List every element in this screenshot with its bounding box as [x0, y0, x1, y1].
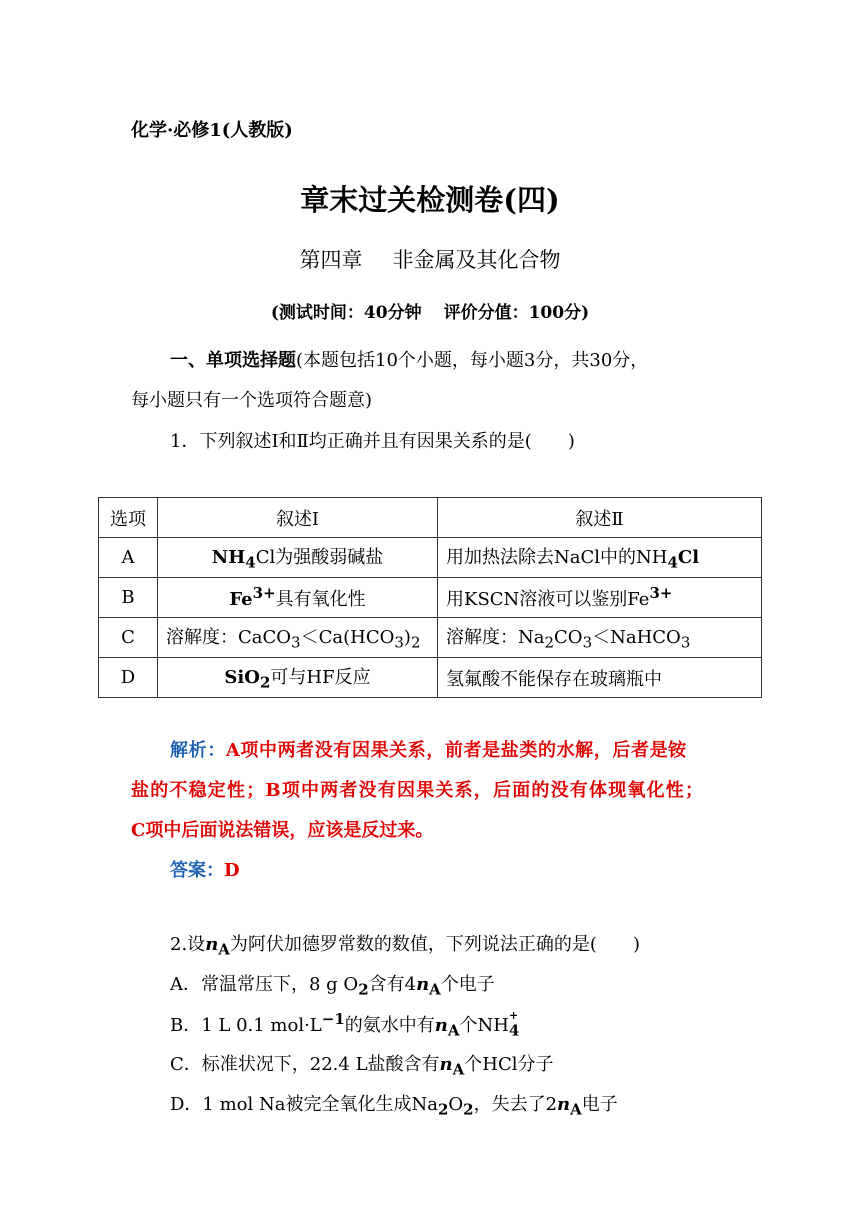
- section-title: 一、单项选择题: [170, 350, 296, 371]
- analysis-line-3: C项中后面说法错误，应该是反过来。: [131, 820, 434, 841]
- analysis-line-1: 解析：A项中两者没有因果关系，前者是盐类的水解，后者是铵: [170, 740, 687, 761]
- question-2-stem: 2.设$n_A$为阿伏加德罗常数的数值，下列说法正确的是( ): [170, 934, 640, 959]
- page-title: 章末过关检测卷(四): [300, 183, 560, 217]
- statement-2: 溶解度：$Na_2CO_3<NaHCO_3$: [438, 618, 762, 658]
- section-desc-2: 每小题只有一个选项符合题意): [131, 390, 373, 411]
- table-row: [99, 578, 762, 618]
- question-1-stem: 1．下列叙述Ⅰ和Ⅱ均正确并且有因果关系的是( ): [170, 431, 575, 452]
- test-meta: [0, 298, 860, 323]
- table-header-row: [99, 498, 762, 538]
- table-header: 叙述Ⅱ: [438, 498, 762, 538]
- statement-1: 溶解度：$CaCO_3<Ca(HCO_3)_2$: [158, 618, 438, 658]
- chapter-topic: 非金属及其化合物: [392, 248, 561, 272]
- statement-1: SiO$_2$可与HF反应: [158, 658, 438, 698]
- test-time: (测试时间：40分钟: [270, 303, 422, 323]
- section-heading: [170, 346, 648, 372]
- answer-label: 答案：: [170, 860, 224, 881]
- book-header: 化学·必修1(人教版): [131, 120, 293, 141]
- answer-line: [170, 856, 240, 882]
- analysis-label: 解析：: [170, 740, 226, 761]
- test-score: 评价分值：100分): [443, 303, 590, 323]
- section-desc-1: (本题包括10个小题，每小题3分，共30分，: [296, 350, 649, 371]
- analysis-line-2: 盐的不稳定性；B项中两者没有因果关系，后面的没有体现氧化性；: [131, 780, 705, 801]
- option-label: D: [99, 658, 158, 698]
- statement-2: 用KSCN溶液可以鉴别$Fe^{3+}$: [438, 578, 762, 618]
- table-row: [99, 538, 762, 578]
- table-row: [99, 618, 762, 658]
- chapter-subtitle: [0, 244, 860, 274]
- option-a: A．常温常压下，8 g $O_2$含有$4n_A$个电子: [170, 974, 495, 999]
- table-header: 叙述Ⅰ: [158, 498, 438, 538]
- chapter-number: 第四章: [299, 248, 363, 272]
- option-label: B: [99, 578, 158, 618]
- statement-2: 氢氟酸不能保存在玻璃瓶中: [438, 658, 762, 698]
- option-label: C: [99, 618, 158, 658]
- statement-1: $Fe^{3+}$具有氧化性: [158, 578, 438, 618]
- answer-value: D: [224, 860, 240, 881]
- statement-2: 用加热法除去NaCl中的$NH_4Cl$: [438, 538, 762, 578]
- question-1-table: [98, 497, 762, 698]
- table-row: [99, 658, 762, 698]
- option-label: A: [99, 538, 158, 578]
- option-b: B．1 L 0.1 $mol\cdot L^{-1}$的氨水中有$n_A$个$NH_4$ +: [170, 1009, 520, 1040]
- option-c: C．标准状况下，22.4 L盐酸含有$n_A$个HCl分子: [170, 1054, 554, 1079]
- statement-1: $NH_4Cl$为强酸弱碱盐: [158, 538, 438, 578]
- table-header: 选项: [99, 498, 158, 538]
- option-d: D．1 mol Na被完全氧化生成$Na_2O_2$，失去了$2n_A$电子: [170, 1094, 618, 1119]
